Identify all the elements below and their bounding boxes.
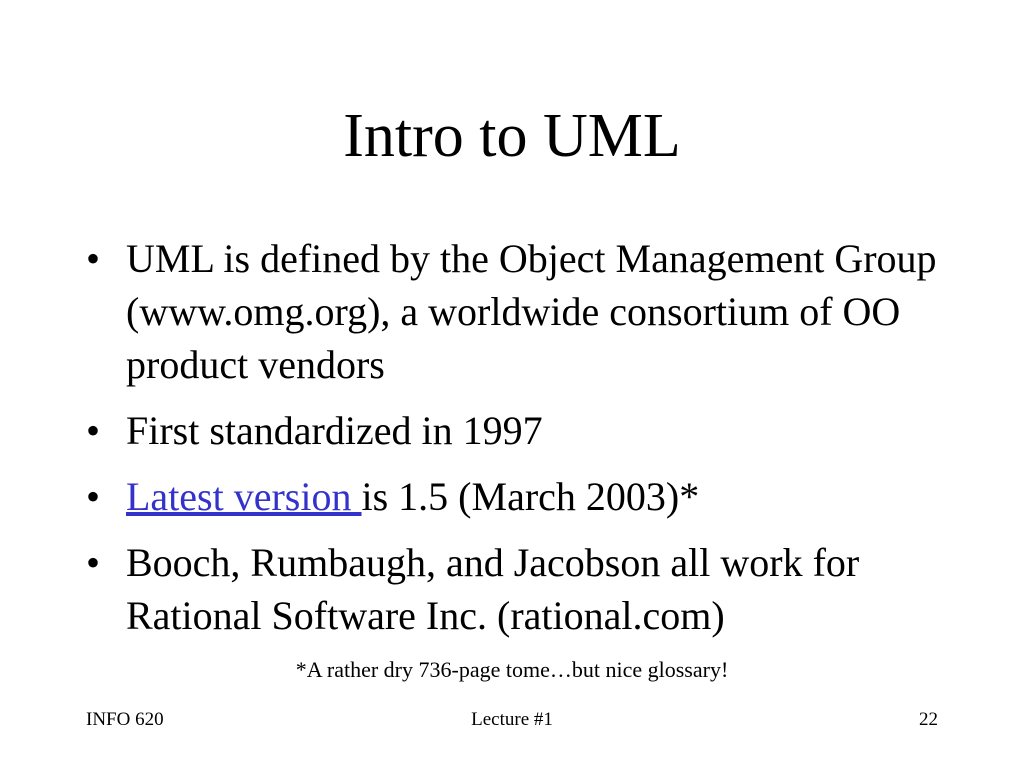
bullet-marker: • — [86, 474, 101, 519]
footer-slide-number: 22 — [919, 709, 938, 730]
footer-lecture: Lecture #1 — [471, 709, 553, 730]
latest-version-link[interactable]: Latest version — [126, 474, 362, 519]
bullet-text: is 1.5 (March 2003)* — [361, 474, 700, 519]
bullet-text: UML is defined by the Object Management Group (www.omg.org), a worldwide consortium of OO product vendors — [126, 236, 937, 387]
bullet-text: First standardized in 1997 — [126, 408, 543, 453]
footer-course: INFO 620 — [86, 709, 164, 730]
slide-title: Intro to UML — [343, 102, 681, 170]
bullet-marker: • — [86, 236, 101, 281]
bullet-item — [86, 536, 946, 642]
bullet-item — [86, 470, 946, 523]
bullet-list — [86, 232, 946, 655]
bullet-item — [86, 232, 946, 391]
bullet-marker: • — [86, 408, 101, 453]
bullet-text: Booch, Rumbaugh, and Jacobson all work for Rational Software Inc. (rational.com) — [126, 540, 860, 638]
bullet-marker: • — [86, 540, 101, 585]
footnote: *A rather dry 736-page tome…but nice glossary! — [295, 657, 729, 682]
bullet-item — [86, 404, 946, 457]
